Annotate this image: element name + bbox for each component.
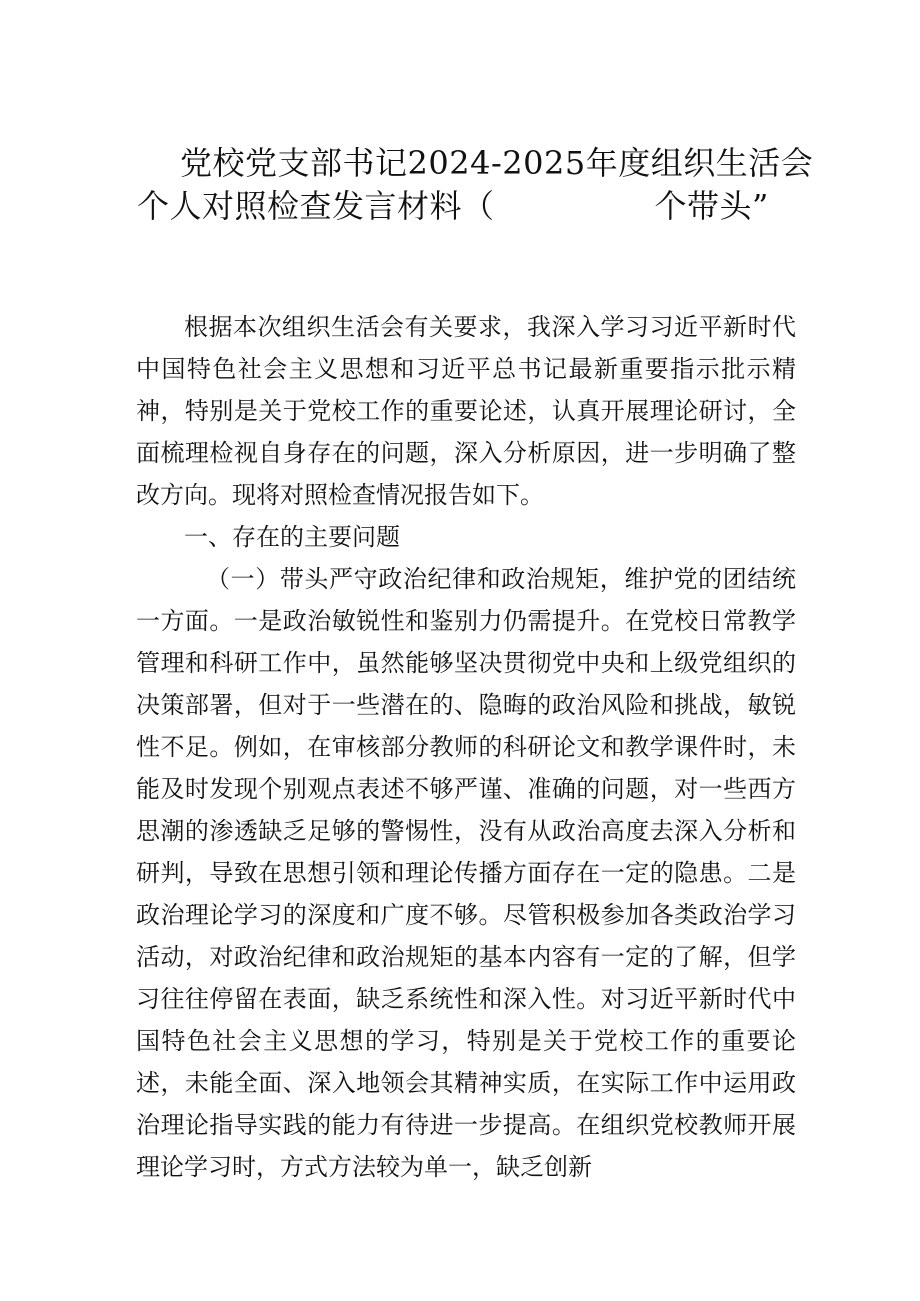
document-title-line-2 <box>137 186 769 226</box>
document-title-line-2-part-a: 个人对照检查发言材料（ <box>137 187 495 225</box>
intro-paragraph: 根据本次组织生活会有关要求，我深入学习习近平新时代中国特色社会主义思想和习近平总书记最新重要指示批示精神，特别是关于党校工作的重要论述，认真开展理论研讨，全面梳理检视自身存在的问题，深入分析原因，进一步明确了整改方向。现将对照检查情况报告如下。 <box>136 313 796 509</box>
subsection-paragraph: （一）带头严守政治纪律和政治规矩，维护党的团结统一方面。一是政治敏锐性和鉴别力仍需提升。在党校日常教学管理和科研工作中，虽然能够坚决贯彻党中央和上级党组织的决策部署，但对于一些潜在的、隐晦的政治风险和挑战，敏锐性不足。例如，在审核部分教师的科研论文和教学课件时，未能及时发现个别观点表述不够严谨、准确的问题，对一些西方思潮的渗透缺乏足够的警惕性，没有从政治高度去深入分析和研判，导致在思想引领和理论传播方面存在一定的隐患。二是政治理论学习的深度和广度不够。尽管积极参加各类政治学习活动，对政治纪律和政治规矩的基本内容有一定的了解，但学习往往停留在表面，缺乏系统性和深入性。对习近平新时代中国特色社会主义思想的学习，特别是关于党校工作的重要论述，未能全面、深入地领会其精神实质，在实际工作中运用政治理论指导实践的能力有待进一步提高。在组织党校教师开展理论学习时，方式方法较为单一，缺乏创新 <box>136 565 796 1181</box>
document-title-line-2-part-b: 个带头” <box>654 187 769 225</box>
section-heading: 一、存在的主要问题 <box>184 523 400 551</box>
document-body <box>136 306 796 1188</box>
document-title-line-1: 党校党支部书记2024-2025年度组织生活会 <box>180 144 814 182</box>
